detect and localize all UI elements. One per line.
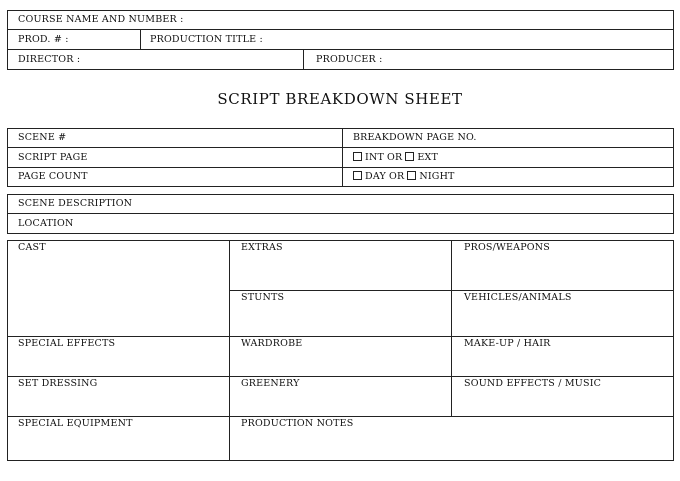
- scene-info-divider-1: [7, 147, 674, 148]
- int-checkbox[interactable]: [353, 152, 362, 161]
- ext-label: EXT: [417, 152, 438, 163]
- script-page-field[interactable]: SCRIPT PAGE: [18, 152, 88, 163]
- extras-section[interactable]: EXTRAS: [241, 242, 283, 253]
- scene-description-field[interactable]: SCENE DESCRIPTION: [18, 198, 133, 209]
- location-field[interactable]: LOCATION: [18, 218, 74, 229]
- or-label: OR: [387, 152, 403, 163]
- set-dressing-section[interactable]: SET DRESSING: [18, 378, 98, 389]
- header-divider-2: [7, 49, 674, 50]
- grid-divider-row-4: [7, 416, 674, 417]
- vehicles-animals-section[interactable]: VEHICLES/ANIMALS: [464, 292, 572, 303]
- production-notes-section[interactable]: PRODUCTION NOTES: [241, 418, 354, 429]
- director-field[interactable]: DIRECTOR :: [18, 54, 81, 65]
- scene-description-divider: [7, 213, 674, 214]
- int-ext-choice: [353, 152, 438, 163]
- day-checkbox[interactable]: [353, 171, 362, 180]
- or-label: OR: [388, 171, 405, 182]
- ext-checkbox[interactable]: [405, 152, 414, 161]
- production-title-field[interactable]: PRODUCTION TITLE :: [150, 34, 263, 45]
- header-divider-1: [7, 29, 674, 30]
- grid-divider-row-3: [7, 376, 674, 377]
- stunts-section[interactable]: STUNTS: [241, 292, 285, 303]
- grid-vdivider-1: [229, 240, 230, 461]
- wardrobe-section[interactable]: WARDROBE: [241, 338, 303, 349]
- scene-info-vdivider: [342, 128, 343, 187]
- grid-divider-stunts: [229, 290, 674, 291]
- page-title: SCRIPT BREAKDOWN SHEET: [217, 90, 463, 108]
- props-weapons-section[interactable]: PROS/WEAPONS: [464, 242, 551, 253]
- grid-divider-row-2: [7, 336, 674, 337]
- int-label: INT: [365, 152, 385, 163]
- header-vdivider-2: [303, 49, 304, 70]
- scene-info-box: [7, 128, 674, 187]
- day-night-choice: [353, 171, 455, 182]
- cast-section[interactable]: CAST: [18, 242, 46, 253]
- scene-number-field[interactable]: SCENE #: [18, 132, 67, 143]
- special-equipment-section[interactable]: SPECIAL EQUIPMENT: [18, 418, 133, 429]
- night-checkbox[interactable]: [407, 171, 416, 180]
- grid-vdivider-2: [451, 240, 452, 416]
- day-label: DAY: [365, 171, 386, 182]
- page-count-field[interactable]: PAGE COUNT: [18, 171, 88, 182]
- night-label: NIGHT: [419, 171, 455, 182]
- special-effects-section[interactable]: SPECIAL EFFECTS: [18, 338, 116, 349]
- producer-field[interactable]: PRODUCER :: [316, 54, 383, 65]
- breakdown-page-field[interactable]: BREAKDOWN PAGE NO.: [353, 132, 477, 143]
- course-name-field[interactable]: COURSE NAME AND NUMBER :: [18, 14, 184, 25]
- scene-info-divider-2: [7, 167, 674, 168]
- prod-number-field[interactable]: PROD. # :: [18, 34, 69, 45]
- makeup-hair-section[interactable]: MAKE-UP / HAIR: [464, 338, 551, 349]
- header-vdivider-1: [140, 29, 141, 49]
- greenery-section[interactable]: GREENERY: [241, 378, 300, 389]
- sound-effects-music-section[interactable]: SOUND EFFECTS / MUSIC: [464, 378, 602, 389]
